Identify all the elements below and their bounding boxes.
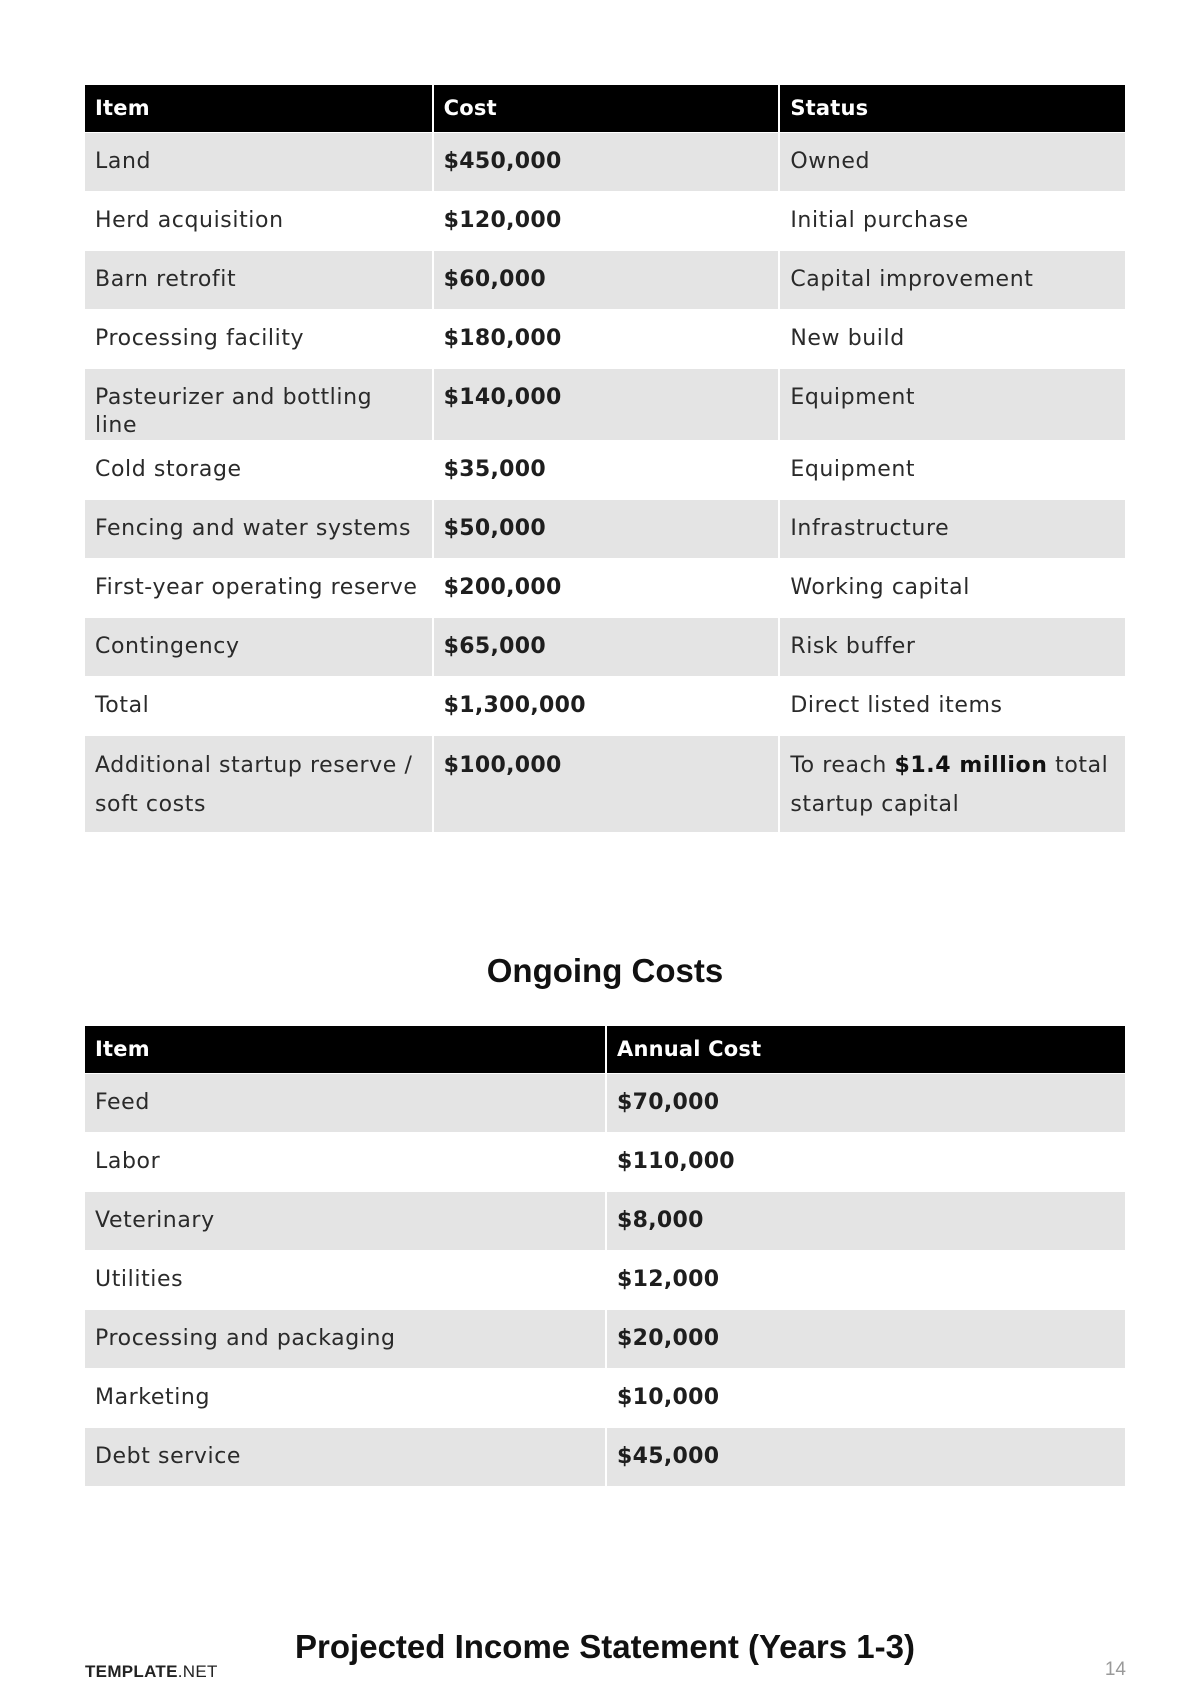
status-cell: Initial purchase bbox=[778, 191, 1125, 250]
item-cell: Marketing bbox=[85, 1368, 605, 1427]
item-cell: Processing and packaging bbox=[85, 1309, 605, 1368]
status-highlight: $1.4 million bbox=[894, 753, 1048, 778]
table-row bbox=[85, 1073, 1125, 1132]
item-cell: Fencing and water systems bbox=[85, 499, 432, 558]
cost-cell: $140,000 bbox=[432, 368, 779, 440]
status-cell bbox=[778, 735, 1125, 832]
cost-cell: $200,000 bbox=[432, 558, 779, 617]
item-cell: Contingency bbox=[85, 617, 432, 676]
page-number: 14 bbox=[1104, 1659, 1126, 1680]
table-row bbox=[85, 1132, 1125, 1191]
column-header-item: Item bbox=[85, 85, 432, 132]
brand-suffix: .NET bbox=[177, 1662, 218, 1681]
income-statement-heading: Projected Income Statement (Years 1-3) bbox=[295, 1628, 915, 1665]
cost-cell: $1,300,000 bbox=[432, 676, 779, 735]
cost-cell: $180,000 bbox=[432, 309, 779, 368]
item-cell: Herd acquisition bbox=[85, 191, 432, 250]
cost-cell: $35,000 bbox=[432, 440, 779, 499]
item-cell: Barn retrofit bbox=[85, 250, 432, 309]
item-cell: Debt service bbox=[85, 1427, 605, 1486]
template-net-logo bbox=[85, 1662, 218, 1682]
item-cell: Additional startup reserve / soft costs bbox=[85, 735, 432, 832]
item-cell: Pasteurizer and bottling line bbox=[85, 368, 432, 440]
column-header-annual-cost: Annual Cost bbox=[605, 1026, 1125, 1073]
cost-cell: $45,000 bbox=[605, 1427, 1125, 1486]
table-row bbox=[85, 309, 1125, 368]
cost-cell: $10,000 bbox=[605, 1368, 1125, 1427]
item-cell: Labor bbox=[85, 1132, 605, 1191]
column-header-cost: Cost bbox=[432, 85, 779, 132]
startup-costs-table bbox=[85, 85, 1125, 832]
cost-cell: $8,000 bbox=[605, 1191, 1125, 1250]
cost-cell: $50,000 bbox=[432, 499, 779, 558]
status-suffix: total startup capital bbox=[790, 753, 1109, 817]
table-row bbox=[85, 499, 1125, 558]
status-prefix: To reach bbox=[790, 753, 895, 778]
status-cell: Capital improvement bbox=[778, 250, 1125, 309]
status-cell: Infrastructure bbox=[778, 499, 1125, 558]
table-row bbox=[85, 1368, 1125, 1427]
item-cell: Cold storage bbox=[85, 440, 432, 499]
table-row bbox=[85, 132, 1125, 191]
column-header-item: Item bbox=[85, 1026, 605, 1073]
table-row bbox=[85, 440, 1125, 499]
status-cell: Working capital bbox=[778, 558, 1125, 617]
cost-cell: $100,000 bbox=[432, 735, 779, 832]
item-cell: First-year operating reserve bbox=[85, 558, 432, 617]
status-cell: Risk buffer bbox=[778, 617, 1125, 676]
status-cell: Direct listed items bbox=[778, 676, 1125, 735]
item-cell: Utilities bbox=[85, 1250, 605, 1309]
table-row bbox=[85, 617, 1125, 676]
table-row bbox=[85, 250, 1125, 309]
item-cell: Land bbox=[85, 132, 432, 191]
table-header-row bbox=[85, 1026, 1125, 1073]
status-cell: New build bbox=[778, 309, 1125, 368]
cost-cell: $20,000 bbox=[605, 1309, 1125, 1368]
table-header-row bbox=[85, 85, 1125, 132]
table-row bbox=[85, 735, 1125, 832]
cost-cell: $65,000 bbox=[432, 617, 779, 676]
table-row bbox=[85, 1250, 1125, 1309]
ongoing-costs-heading: Ongoing Costs bbox=[486, 952, 724, 989]
brand-name: TEMPLATE bbox=[85, 1662, 178, 1681]
cost-cell: $70,000 bbox=[605, 1073, 1125, 1132]
cost-cell: $120,000 bbox=[432, 191, 779, 250]
item-cell: Feed bbox=[85, 1073, 605, 1132]
item-cell: Processing facility bbox=[85, 309, 432, 368]
table-row bbox=[85, 1309, 1125, 1368]
ongoing-costs-table bbox=[85, 1026, 1125, 1486]
column-header-status: Status bbox=[778, 85, 1125, 132]
table-row bbox=[85, 558, 1125, 617]
cost-cell: $12,000 bbox=[605, 1250, 1125, 1309]
item-cell: Veterinary bbox=[85, 1191, 605, 1250]
table-row bbox=[85, 368, 1125, 440]
status-cell: Owned bbox=[778, 132, 1125, 191]
table-row bbox=[85, 1427, 1125, 1486]
table-row bbox=[85, 191, 1125, 250]
status-cell: Equipment bbox=[778, 368, 1125, 440]
cost-cell: $110,000 bbox=[605, 1132, 1125, 1191]
status-cell: Equipment bbox=[778, 440, 1125, 499]
cost-cell: $60,000 bbox=[432, 250, 779, 309]
item-cell: Total bbox=[85, 676, 432, 735]
cost-cell: $450,000 bbox=[432, 132, 779, 191]
total-row bbox=[85, 676, 1125, 735]
table-row bbox=[85, 1191, 1125, 1250]
